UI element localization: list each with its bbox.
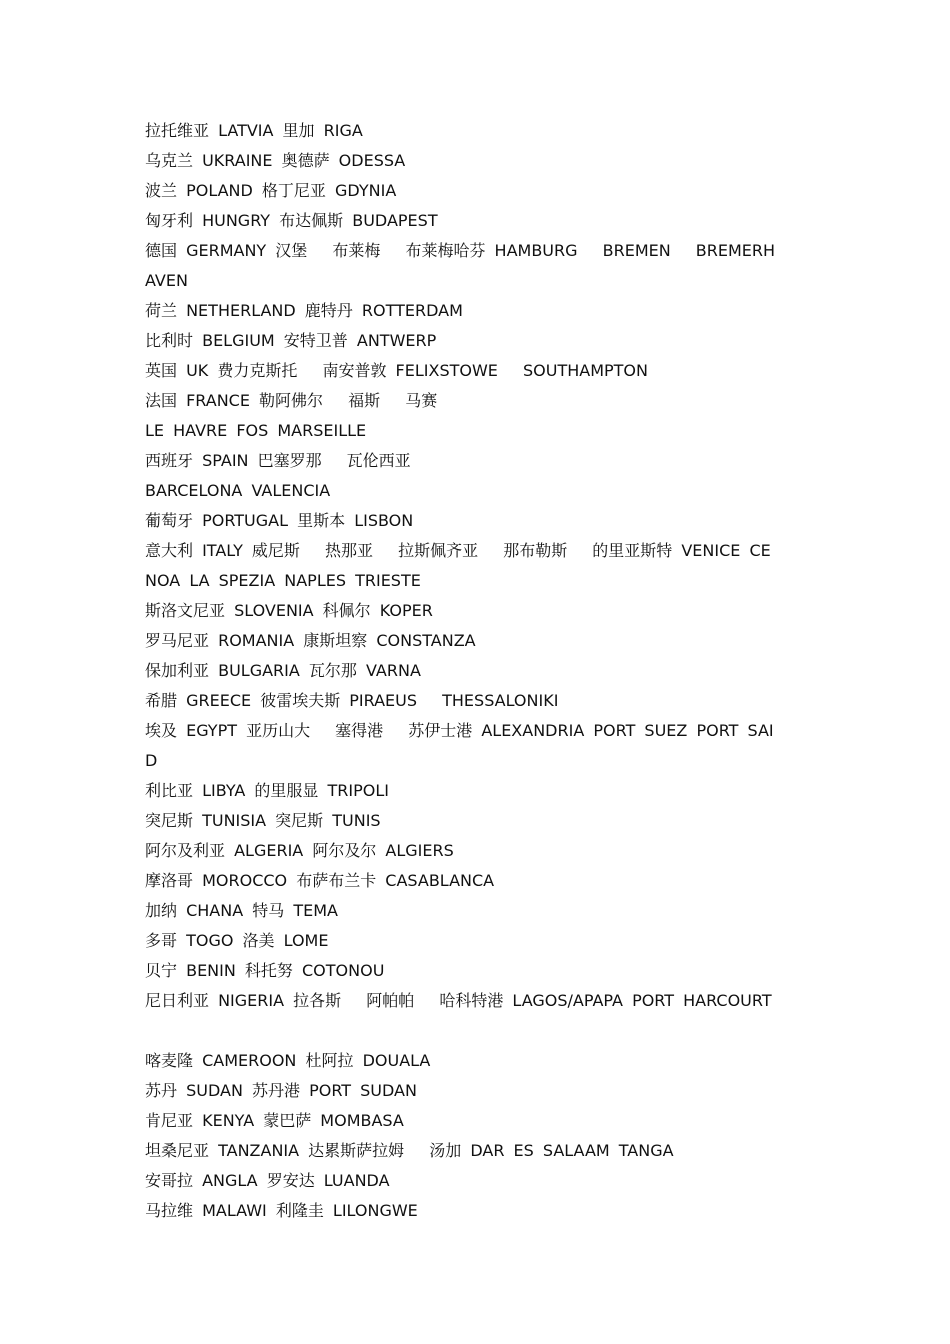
text-line: 罗马尼亚 ROMANIA 康斯坦察 CONSTANZA <box>145 631 476 650</box>
text-line: 意大利 ITALY 威尼斯 热那亚 拉斯佩齐亚 那布勒斯 的里亚斯特 VENICE CE <box>145 541 771 560</box>
text-line: 保加利亚 BULGARIA 瓦尔那 VARNA <box>145 661 421 680</box>
text-line: 喀麦隆 CAMEROON 杜阿拉 DOUALA <box>145 1051 431 1070</box>
text-line: 多哥 TOGO 洛美 LOME <box>145 931 329 950</box>
text-line: 摩洛哥 MOROCCO 布萨布兰卡 CASABLANCA <box>145 871 495 890</box>
blank-line <box>145 1016 805 1046</box>
text-line: 波兰 POLAND 格丁尼亚 GDYNIA <box>145 181 397 200</box>
text-line: 德国 GERMANY 汉堡 布莱梅 布莱梅哈芬 HAMBURG BREMEN BREMERH <box>145 241 776 260</box>
text-line: 拉托维亚 LATVIA 里加 RIGA <box>145 121 363 140</box>
text-line: 尼日利亚 NIGERIA 拉各斯 阿帕帕 哈科特港 LAGOS/APAPA PORT HARCOURT <box>145 991 772 1010</box>
text-line: 斯洛文尼亚 SLOVENIA 科佩尔 KOPER <box>145 601 433 620</box>
text-line: 希腊 GREECE 彼雷埃夫斯 PIRAEUS THESSALONIKI <box>145 691 559 710</box>
text-line: 突尼斯 TUNISIA 突尼斯 TUNIS <box>145 811 381 830</box>
text-line: 苏丹 SUDAN 苏丹港 PORT SUDAN <box>145 1081 417 1100</box>
text-line: 荷兰 NETHERLAND 鹿特丹 ROTTERDAM <box>145 301 463 320</box>
text-line: 西班牙 SPAIN 巴塞罗那 瓦伦西亚 <box>145 451 411 470</box>
text-line: NOA LA SPEZIA NAPLES TRIESTE <box>145 571 421 590</box>
text-line: BARCELONA VALENCIA <box>145 481 331 500</box>
text-line: 法国 FRANCE 勒阿佛尔 福斯 马赛 <box>145 391 438 410</box>
text-line: AVEN <box>145 271 188 290</box>
text-line: D <box>145 751 158 770</box>
text-line: 英国 UK 费力克斯托 南安普敦 FELIXSTOWE SOUTHAMPTON <box>145 361 648 380</box>
text-line: 马拉维 MALAWI 利隆圭 LILONGWE <box>145 1201 418 1220</box>
text-line: 乌克兰 UKRAINE 奥德萨 ODESSA <box>145 151 406 170</box>
text-line: LE HAVRE FOS MARSEILLE <box>145 421 367 440</box>
text-line: 利比亚 LIBYA 的里服显 TRIPOLI <box>145 781 389 800</box>
text-line: 肯尼亚 KENYA 蒙巴萨 MOMBASA <box>145 1111 404 1130</box>
text-line: 安哥拉 ANGLA 罗安达 LUANDA <box>145 1171 390 1190</box>
text-line: 坦桑尼亚 TANZANIA 达累斯萨拉姆 汤加 DAR ES SALAAM TANGA <box>145 1141 674 1160</box>
text-line: 加纳 CHANA 特马 TEMA <box>145 901 338 920</box>
text-line: 阿尔及利亚 ALGERIA 阿尔及尔 ALGIERS <box>145 841 454 860</box>
port-list <box>145 116 805 1226</box>
text-line: 葡萄牙 PORTUGAL 里斯本 LISBON <box>145 511 414 530</box>
text-line: 埃及 EGYPT 亚历山大 塞得港 苏伊士港 ALEXANDRIA PORT SUEZ PORT SAI <box>145 721 774 740</box>
text-line: 比利时 BELGIUM 安特卫普 ANTWERP <box>145 331 437 350</box>
text-line: 贝宁 BENIN 科托努 COTONOU <box>145 961 385 980</box>
text-line: 匈牙利 HUNGRY 布达佩斯 BUDAPEST <box>145 211 438 230</box>
